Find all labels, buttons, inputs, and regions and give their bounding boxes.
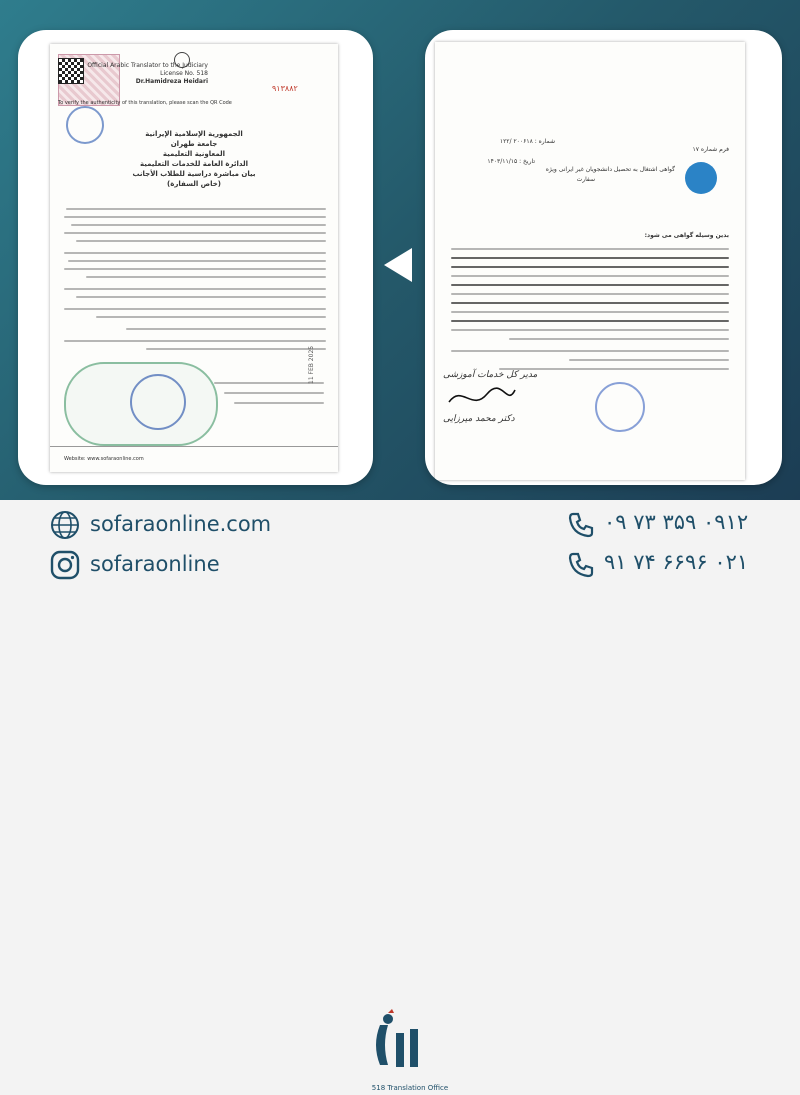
body-text-line	[64, 216, 326, 218]
doc-title-line: (خاص السفارة)	[167, 180, 221, 188]
university-logo-icon	[685, 162, 717, 194]
office-logo	[358, 1005, 448, 1095]
body-text-line	[96, 316, 326, 318]
website-link[interactable]: sofaraonline.com	[90, 512, 272, 536]
phone-icon	[566, 510, 596, 540]
document-heading: گواهی اشتغال به تحصیل دانشجویان غیر ایرانی ویژه	[545, 166, 675, 173]
body-text-line	[64, 308, 326, 310]
body-text-line	[451, 257, 729, 259]
document-intro: بدین وسیله گواهی می شود:	[644, 232, 729, 239]
body-text-line	[451, 266, 729, 268]
body-text-line	[126, 328, 326, 330]
body-text-line	[451, 248, 729, 250]
round-seal	[595, 382, 645, 432]
verify-text: To verify the authenticity of this translation, please scan the QR Code	[58, 100, 232, 106]
translator-name: Dr.Hamidreza Heidari	[135, 78, 208, 85]
body-text-line	[64, 268, 326, 270]
body-text-line	[146, 348, 326, 350]
body-text-line	[234, 402, 324, 404]
body-text-line	[224, 392, 324, 394]
body-text-line	[66, 208, 326, 210]
body-text-line	[68, 260, 326, 262]
translator-header: Official Arabic Translator to the Judiciary	[87, 62, 208, 69]
body-text-line	[71, 224, 326, 226]
body-text-line	[509, 338, 729, 340]
round-seal	[130, 374, 186, 430]
translated-document-card	[18, 30, 373, 485]
body-text-line	[76, 240, 326, 242]
instagram-link[interactable]: sofaraonline	[90, 552, 220, 576]
footer-website: Website: www.sofaraonline.com	[64, 456, 144, 462]
footer	[0, 500, 800, 1092]
body-text-line	[451, 311, 729, 313]
body-text-line	[76, 296, 326, 298]
globe-icon	[50, 510, 80, 540]
doc-title-line: المعاونية التعليمية	[162, 150, 226, 158]
body-text-line	[451, 275, 729, 277]
office-caption: 518 Translation Office	[371, 1084, 449, 1092]
document-date: تاریخ : ۱۴۰۳/۱۱/۱۵	[487, 158, 535, 165]
doc-title-line: بيان مباشرة دراسية للطلاب الأجانب	[132, 170, 256, 178]
qr-code	[58, 58, 84, 84]
license-number: License No. 518	[160, 70, 208, 77]
doc-title-line: الدائرة العامة للخدمات التعليمية	[139, 160, 248, 168]
footer-divider	[50, 446, 338, 447]
doc-title-line: الجمهورية الإسلامية الإيرانية	[145, 130, 243, 138]
form-number: فرم شماره ۱۷	[692, 146, 729, 153]
arrow-left-icon	[384, 248, 412, 282]
document-heading-sub: سفارت	[576, 176, 595, 183]
body-text-line	[86, 276, 326, 278]
body-text-line	[451, 284, 729, 286]
original-document-card	[425, 30, 782, 485]
office-phone-number[interactable]: ۰۲۱ ۶۶۹۶ ۷۴ ۹۱	[604, 550, 749, 574]
signature-scribble	[447, 382, 517, 414]
document-number: شماره : ۲۰۰۶۱۸ /۱۲۲	[499, 138, 555, 145]
body-text-line	[451, 293, 729, 295]
mobile-phone-number[interactable]: ۰۹۱۲ ۳۵۹ ۷۳ ۰۹	[604, 510, 749, 534]
stamp-number: ۹۱۳۸۸۲	[272, 84, 298, 93]
body-text-line	[451, 329, 729, 331]
body-text-line	[64, 252, 326, 254]
translated-document	[50, 44, 338, 472]
date-stamp: 11 FEB 2025	[308, 345, 315, 384]
signature-name: دکتر محمد میرزایی	[443, 414, 515, 424]
body-text-line	[451, 320, 729, 322]
body-text-line	[64, 288, 326, 290]
instagram-icon	[50, 550, 80, 580]
original-document	[435, 42, 745, 480]
body-text-line	[451, 350, 729, 352]
body-text-line	[64, 232, 326, 234]
body-text-line	[569, 359, 729, 361]
phone-icon	[566, 550, 596, 580]
body-text-line	[451, 302, 729, 304]
doc-title-line: جامعة طهران	[170, 140, 218, 148]
signature-title: مدیر کل خدمات آموزشی	[443, 370, 538, 380]
blue-stamp	[66, 106, 104, 144]
body-text-line	[64, 340, 326, 342]
